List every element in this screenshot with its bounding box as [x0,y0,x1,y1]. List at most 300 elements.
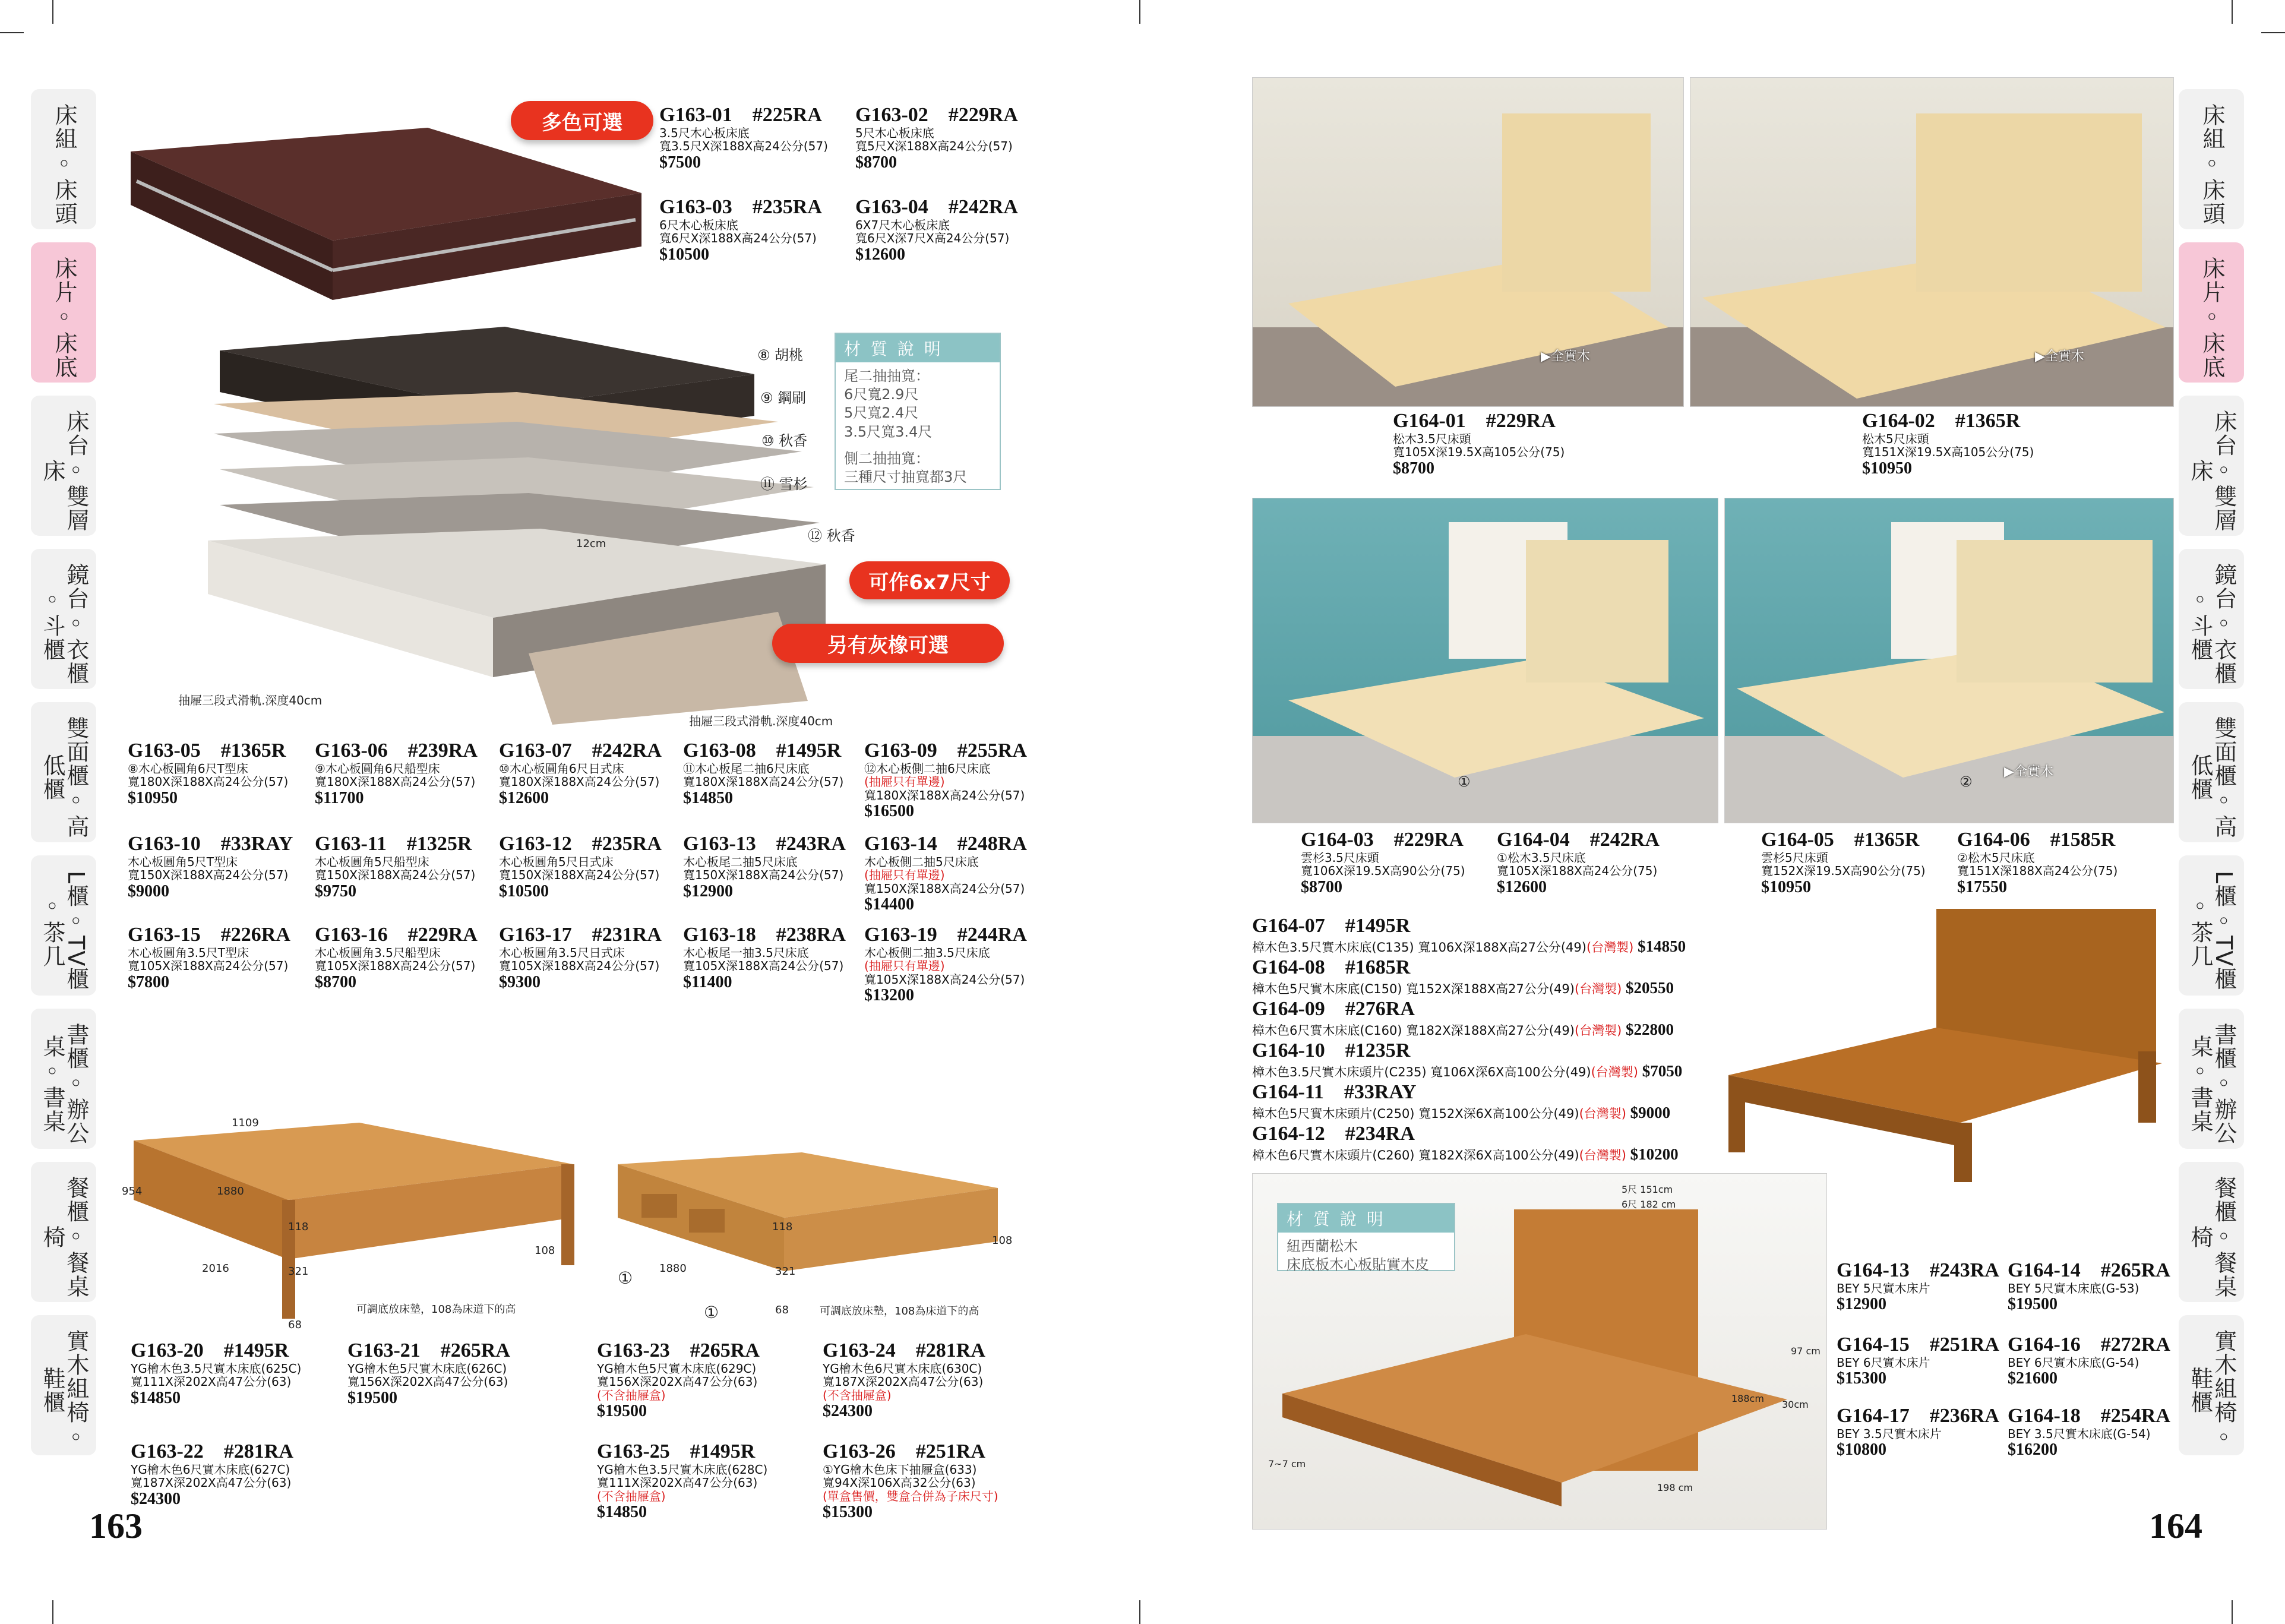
dimension-label: 198 cm [1657,1482,1693,1493]
product-dimensions: 寬156X深202X高47公分(63) [597,1375,758,1389]
product-price: $21600 [2008,1369,2058,1388]
product-entry [128,924,290,991]
product-description: BEY 6尺實木床底(G-54) [2008,1356,2139,1370]
category-tab[interactable] [31,1009,96,1149]
product-description: ①松木3.5尺床底 [1497,851,1586,865]
product-code: G164-09 #276RA [1252,998,1415,1020]
product-entry [1761,829,1926,896]
product-description: 松木5尺床頭 [1862,432,1929,447]
product-code: G164-15 #251RA [1837,1334,1999,1356]
circle-marker: ① [1458,773,1471,790]
category-tab-label: 實木組椅◦鞋櫃 [39,1329,89,1452]
product-price: $14850 [683,788,733,807]
product-dimensions: 寬151X深19.5X高105公分(75) [1862,445,2034,460]
product-code: G163-21 #265RA [347,1339,510,1361]
product-description: BEY 5尺實木床片 [1837,1281,1930,1296]
product-entry [315,924,478,991]
product-code: G163-26 #251RA [823,1440,985,1462]
drawer-note-left: 抽屜三段式滑軌.深度40cm [178,693,323,707]
product-price: $22800 [1626,1020,1674,1039]
product-code: G164-06 #1585R [1957,829,2116,851]
product-code: G163-05 #1365R [128,740,286,762]
product-dimensions: 寬3.5尺X深188X高24公分(57) [659,139,828,154]
product-price: $9300 [499,972,541,991]
product-entry [864,833,1027,914]
product-price: $8700 [855,153,897,172]
product-code: G164-05 #1365R [1761,829,1920,851]
product-dimensions: 寬156X深202X高47公分(63) [347,1375,508,1389]
material-box-title: 材 質 說 明 [1278,1204,1454,1233]
product-note: (抽屜只有單邊) [864,868,945,883]
made-in-taiwan: (台灣製) [1579,1148,1626,1163]
product-code: G163-16 #229RA [315,924,478,946]
product-code: G163-07 #242RA [499,740,662,762]
circle-marker: ① [704,1303,719,1322]
product-price: $14850 [597,1503,647,1522]
product-code: G163-17 #231RA [499,924,662,946]
product-description: YG檜木色6尺實木床底(630C) [823,1361,982,1376]
product-row [1252,1145,1679,1163]
page-number-left: 163 [89,1506,143,1546]
material-line: 3.5尺寬3.4尺 [844,423,933,440]
product-code: G164-07 #1495R [1252,915,1411,937]
product-dimensions: 寬150X深188X高24公分(57) [128,868,289,883]
product-dimensions: 寬150X深188X高24公分(57) [499,868,660,883]
category-tab-label: 雙面櫃◦高低櫃 [2187,716,2237,839]
product-description: 木心板圓角5尺T型床 [128,855,238,870]
product-entry [823,1440,998,1522]
product-entry [499,740,662,807]
product-note: (不含抽屜盒) [597,1489,666,1503]
made-in-taiwan: (台灣製) [1574,1023,1622,1038]
product-row [1252,1062,1682,1080]
color-option-label: ⑫ 秋香 [808,527,855,544]
product-code: G163-24 #281RA [823,1339,985,1361]
dimension-label: 321 [288,1265,309,1278]
product-price: $17550 [1957,877,2007,896]
crop-mark [2232,0,2233,24]
product-dimensions: 寬152X深19.5X高90公分(75) [1761,864,1926,879]
product-price: $8700 [1301,877,1342,896]
solid-wood-tag: ▶全實木 [2035,349,2084,364]
category-tab-label: 書櫃◦辦公桌◦書桌 [39,1023,89,1145]
drawer-wood-bed-image [606,1152,1013,1307]
product-dimensions: 寬94X深106X高32公分(63) [823,1475,976,1490]
product-dimensions: 寬111X深202X高47公分(63) [597,1475,758,1490]
category-tab-label: L櫃◦TV櫃◦茶几 [2187,870,2237,991]
made-in-taiwan: (台灣製) [1579,1107,1626,1121]
product-dimensions: 寬106X深19.5X高90公分(75) [1301,864,1465,879]
category-tab-label: 床片◦床底 [2198,257,2225,379]
product-note: (抽屜只有單邊) [864,775,945,789]
product-description: 3.5尺木心板床底 [659,126,750,141]
product-price: $10500 [499,881,549,901]
product-price: $10500 [659,245,709,264]
product-code: G163-23 #265RA [597,1339,760,1361]
product-code: G164-01 #229RA [1393,410,1556,432]
product-code: G163-12 #235RA [499,833,662,855]
material-box-title: 材 質 說 明 [836,334,1000,362]
category-tab[interactable] [2179,89,2244,229]
product-code: G163-09 #255RA [864,740,1027,762]
product-dimensions: 寬180X深188X高24公分(57) [128,775,289,789]
product-row [1252,979,1674,997]
product-description: 6X7尺木心板床底 [855,218,950,233]
solid-wood-tag: ▶全實木 [2004,764,2053,779]
product-dimensions: 寬151X深188X高24公分(75) [1957,864,2118,879]
category-tab[interactable] [31,89,96,229]
crop-mark [2261,32,2285,33]
product-code: G163-15 #226RA [128,924,290,946]
product-price: $12900 [1837,1295,1886,1314]
product-entry [683,740,843,807]
material-line: 尾二抽抽寬： [844,368,930,384]
product-note: (抽屜只有單邊) [864,959,945,974]
product-entry [1252,915,1686,955]
product-code: G164-14 #265RA [2008,1259,2170,1281]
product-entry [2008,1405,2170,1459]
product-code: G163-02 #229RA [855,104,1018,126]
product-price: $19500 [347,1388,397,1407]
material-line: 床底板木心板貼實木皮 [1287,1256,1429,1274]
product-price: $9000 [1630,1104,1671,1122]
product-dimensions: 寬105X深188X高24公分(57) [683,959,844,974]
product-entry [1957,829,2118,896]
product-dimensions: 寬150X深188X高24公分(57) [683,868,844,883]
product-description: 5尺木心板床底 [855,126,934,141]
category-tab[interactable] [31,1162,96,1302]
spruce-headboard-photo-1 [1252,498,1718,823]
product-note: (不含抽屜盒) [823,1388,892,1402]
product-description: BEY 5尺實木床底(G-53) [2008,1281,2139,1296]
layered-bed-bases-image [184,321,873,725]
product-code: G163-18 #238RA [683,924,846,946]
product-description: 木心板圓角3.5尺T型床 [128,946,249,961]
product-entry [315,833,475,901]
category-tab-label: 床組◦床頭 [2198,103,2225,226]
material-line: 紐西蘭松木 [1287,1238,1358,1255]
dimension-label: 118 [772,1221,793,1233]
product-description: YG檜木色5尺實木床底(629C) [597,1361,757,1376]
camphor-bed-image [1723,909,2174,1182]
made-in-taiwan: (台灣製) [1574,982,1622,997]
category-tab[interactable] [31,396,96,536]
material-line: 6尺寬2.9尺 [844,386,919,403]
product-price: $11400 [683,972,732,991]
crop-mark [1139,1600,1140,1624]
product-price: $15300 [823,1503,873,1522]
category-tab[interactable] [2179,396,2244,536]
crop-mark [0,32,24,33]
material-info-box-2 [1277,1203,1455,1274]
product-description: 樟木色3.5尺實木床頭片(C235) 寬106X深6X高100公分(49) [1252,1065,1591,1080]
product-entry [1862,410,2034,478]
product-price: $8700 [315,972,356,991]
category-tab[interactable] [2179,549,2244,689]
product-description: 樟木色6尺實木床頭片(C260) 寬182X深6X高100公分(49) [1252,1148,1579,1163]
product-description: YG檜木色3.5尺實木床底(625C) [131,1361,302,1376]
category-tab-label: 床片◦床底 [50,257,77,379]
product-dimensions: 寬150X深188X高24公分(57) [315,868,476,883]
product-price: $10950 [1761,877,1811,896]
category-tab[interactable] [31,855,96,996]
product-description: 雲杉5尺床頭 [1761,851,1828,865]
product-description: 木心板側二抽3.5尺床底 [864,946,990,961]
product-description: YG檜木色5尺實木床底(626C) [347,1361,507,1376]
product-dimensions: 寬180X深188X高24公分(57) [864,788,1025,802]
product-entry [347,1339,510,1407]
product-entry [864,924,1027,1005]
product-price: $13200 [864,986,914,1005]
product-code: G163-08 #1495R [683,740,842,762]
dimension-label: 7~7 cm [1268,1458,1306,1470]
product-description: ⑧木心板圓角6尺T型床 [128,762,248,776]
product-price: $7800 [128,972,169,991]
product-dimensions: 寬180X深188X高24公分(57) [683,775,844,789]
product-price: $14850 [1638,937,1686,956]
category-tab-label: 實木組椅◦鞋櫃 [2187,1329,2237,1452]
product-entry [659,196,822,264]
product-description: 木心板尾二抽5尺床底 [683,855,798,870]
product-price: $12600 [855,245,905,264]
product-entry [131,1339,301,1407]
product-row [1252,1020,1674,1038]
product-price: $20550 [1626,979,1674,997]
product-dimensions: 寬6尺X深188X高24公分(57) [659,231,817,246]
product-note: (不含抽屜盒) [597,1388,666,1402]
product-code: G163-10 #33RAY [128,833,293,855]
product-description: BEY 3.5尺實木床底(G-54) [2008,1427,2151,1442]
category-tab[interactable] [2179,242,2244,383]
category-tab[interactable] [31,549,96,689]
category-tab[interactable] [2179,1315,2244,1455]
product-dimensions: 寬187X深202X高47公分(63) [131,1475,292,1490]
material-line: 5尺寬2.4尺 [844,405,919,422]
dimension-label: 1109 [232,1117,259,1129]
size-6x7-badge: 可作6x7尺寸 [849,561,1010,599]
category-tab[interactable] [31,1315,96,1455]
product-entry [128,740,288,807]
product-code: G163-14 #248RA [864,833,1027,855]
product-entry [683,924,846,991]
product-description: BEY 3.5尺實木床片 [1837,1427,1942,1442]
pine-headboard-photo-2 [1690,77,2174,407]
category-tab[interactable] [2179,855,2244,996]
solid-wood-bed-image [122,1117,597,1331]
product-description: 木心板圓角5尺船型床 [315,855,429,870]
category-tab[interactable] [31,702,96,842]
page-number-right: 164 [2149,1506,2202,1546]
product-code: G163-11 #1325R [315,833,472,855]
product-description: ⑨木心板圓角6尺船型床 [315,762,440,776]
product-entry [659,104,828,172]
product-description: BEY 6尺實木床片 [1837,1356,1930,1370]
product-note: (單盒售價，雙盒合併為子床尺寸) [823,1489,998,1503]
dimension-label: 188cm [1731,1393,1764,1404]
product-price: $10950 [1862,459,1912,478]
product-description: ②松木5尺床底 [1957,851,2035,865]
under-bed-note: 可調底放床墊，108為床道下的高 [820,1305,979,1317]
product-price: $12600 [1497,877,1547,896]
dim-12cm: 12cm [576,538,606,550]
dimension-label: 5尺 151cm [1622,1184,1673,1195]
category-tab-label: 餐櫃◦餐桌椅 [2187,1176,2237,1298]
product-description: 木心板圓角3.5尺日式床 [499,946,625,961]
product-code: G164-12 #234RA [1252,1123,1415,1145]
product-entry [1252,998,1674,1038]
dimension-label: 97 cm [1791,1345,1821,1357]
product-price: $24300 [823,1402,873,1421]
product-entry [1837,1334,1999,1388]
dimension-label: 954 [122,1185,143,1198]
product-dimensions: 寬180X深188X高24公分(57) [315,775,476,789]
product-entry [499,924,662,991]
product-description: 樟木色5尺實木床頭片(C250) 寬152X深6X高100公分(49) [1252,1107,1579,1121]
dimension-label: 6尺 182 cm [1622,1199,1676,1210]
product-code: G163-03 #235RA [659,196,822,218]
product-price: $14400 [864,895,914,914]
product-description: 松木3.5尺床頭 [1393,432,1471,447]
product-price: $7050 [1642,1062,1683,1080]
product-price: $16200 [2008,1440,2058,1459]
product-entry [683,833,846,901]
product-code: G164-08 #1685R [1252,956,1411,978]
product-entry [597,1440,767,1522]
product-entry [1301,829,1465,896]
crop-mark [1139,0,1140,24]
product-price: $9000 [128,881,169,901]
dimension-label: 108 [992,1234,1013,1247]
dimension-label: 1880 [217,1185,244,1198]
material-info-box [835,333,1001,490]
dimension-label: 68 [288,1319,302,1331]
spruce-headboard-photo-2 [1724,498,2174,823]
product-description: 木心板尾一抽3.5尺床底 [683,946,809,961]
product-entry [1252,1123,1679,1163]
product-description: ⑩木心板圓角6尺日式床 [499,762,624,776]
product-description: ⑫木心板側二抽6尺床底 [864,762,991,776]
product-code: G163-13 #243RA [683,833,846,855]
category-tab-label: 雙面櫃◦高低櫃 [39,716,89,839]
dimension-label: 1880 [659,1262,687,1275]
product-price: $19500 [597,1402,647,1421]
dimension-label: 68 [775,1304,789,1316]
product-description: 木心板圓角5尺日式床 [499,855,614,870]
product-price: $11700 [315,788,364,807]
product-price: $9750 [315,881,356,901]
product-entry [499,833,662,901]
solid-wood-tag: ▶全實木 [1541,349,1590,364]
category-tab[interactable] [2179,702,2244,842]
category-tabs-right [2179,89,2244,1468]
category-tab-label: 鏡台◦衣櫃◦斗櫃 [39,563,89,685]
category-tab[interactable] [2179,1009,2244,1149]
made-in-taiwan: (台灣製) [1586,940,1634,955]
product-code: G163-22 #281RA [131,1440,293,1462]
product-code: G164-03 #229RA [1301,829,1464,851]
category-tab-label: 床組◦床頭 [50,103,77,226]
product-code: G163-19 #244RA [864,924,1027,946]
product-entry [128,833,293,901]
product-dimensions: 寬105X深188X高24公分(57) [315,959,476,974]
product-entry [864,740,1027,821]
gray-oak-badge: 另有灰橡可選 [772,624,1004,663]
drawer-note-right: 抽屜三段式滑軌.深度40cm [689,714,833,728]
product-code: G164-13 #243RA [1837,1259,1999,1281]
product-dimensions: 寬187X深202X高47公分(63) [823,1375,984,1389]
category-tab-label: 床台◦雙層床 [39,410,89,532]
circle-marker: ① [618,1268,633,1288]
product-code: G164-10 #1235R [1252,1040,1411,1061]
product-entry [597,1339,760,1421]
product-price: $19500 [2008,1295,2058,1314]
product-price: $16500 [864,802,914,821]
product-description: 雲杉3.5尺床頭 [1301,851,1379,865]
product-code: G163-20 #1495R [131,1339,289,1361]
product-dimensions: 寬6尺X深7尺X高24公分(57) [855,231,1010,246]
product-description: 樟木色5尺實木床底(C150) 寬152X深188X高27公分(49) [1252,982,1575,997]
product-code: G164-11 #33RAY [1252,1081,1417,1103]
product-code: G163-01 #225RA [659,104,822,126]
product-entry [1497,829,1660,896]
product-description: 木心板側二抽5尺床底 [864,855,979,870]
product-code: G164-18 #254RA [2008,1405,2170,1427]
under-bed-note: 可調底放床墊，108為床道下的高 [356,1303,516,1316]
product-price: $7500 [659,153,701,172]
product-entry [315,740,478,807]
color-option-label: ⑨ 鋼刷 [760,390,807,406]
product-description: 樟木色6尺實木床底(C160) 寬182X深188X高27公分(49) [1252,1023,1575,1038]
material-line: 三種尺寸抽寬都3尺 [844,468,968,485]
product-entry [1252,1040,1682,1080]
product-code: G164-02 #1365R [1862,410,2021,432]
product-entry [2008,1259,2170,1314]
material-line [844,441,991,450]
product-entry [1252,1081,1670,1121]
dimension-label: 108 [535,1244,555,1257]
product-entry [1252,956,1674,997]
color-option-label: ⑩ 秋香 [761,432,808,449]
product-entry [855,104,1018,172]
category-tab[interactable] [2179,1162,2244,1302]
product-dimensions: 寬111X深202X高47公分(63) [131,1375,292,1389]
category-tabs-left [31,89,96,1468]
circle-marker: ② [1960,773,1973,790]
crop-mark [2232,1600,2233,1624]
category-tab-label: 餐櫃◦餐桌椅 [39,1176,89,1298]
category-tab[interactable] [31,242,96,383]
product-description: YG檜木色6尺實木床底(627C) [131,1462,290,1477]
product-description: 木心板圓角3.5尺船型床 [315,946,441,961]
pine-headboard-photo-1 [1252,77,1684,407]
product-price: $10800 [1837,1440,1886,1459]
product-dimensions: 寬105X深188X高24公分(57) [499,959,660,974]
product-dimensions: 寬180X深188X高24公分(57) [499,775,660,789]
product-description: ①YG檜木色床下抽屜盒(633) [823,1462,977,1477]
product-entry [1837,1405,1999,1459]
product-price: $8700 [1393,459,1434,478]
color-option-label: ⑧ 胡桃 [757,347,804,364]
product-row [1252,937,1686,955]
product-entry [855,196,1018,264]
product-price: $10950 [128,788,178,807]
dimension-label: 321 [775,1265,796,1278]
category-tab-label: 鏡台◦衣櫃◦斗櫃 [2187,563,2237,685]
product-price: $24300 [131,1489,181,1508]
category-tab-label: 床台◦雙層床 [2187,410,2237,532]
product-entry [131,1440,293,1508]
dimension-label: 30cm [1782,1399,1809,1410]
